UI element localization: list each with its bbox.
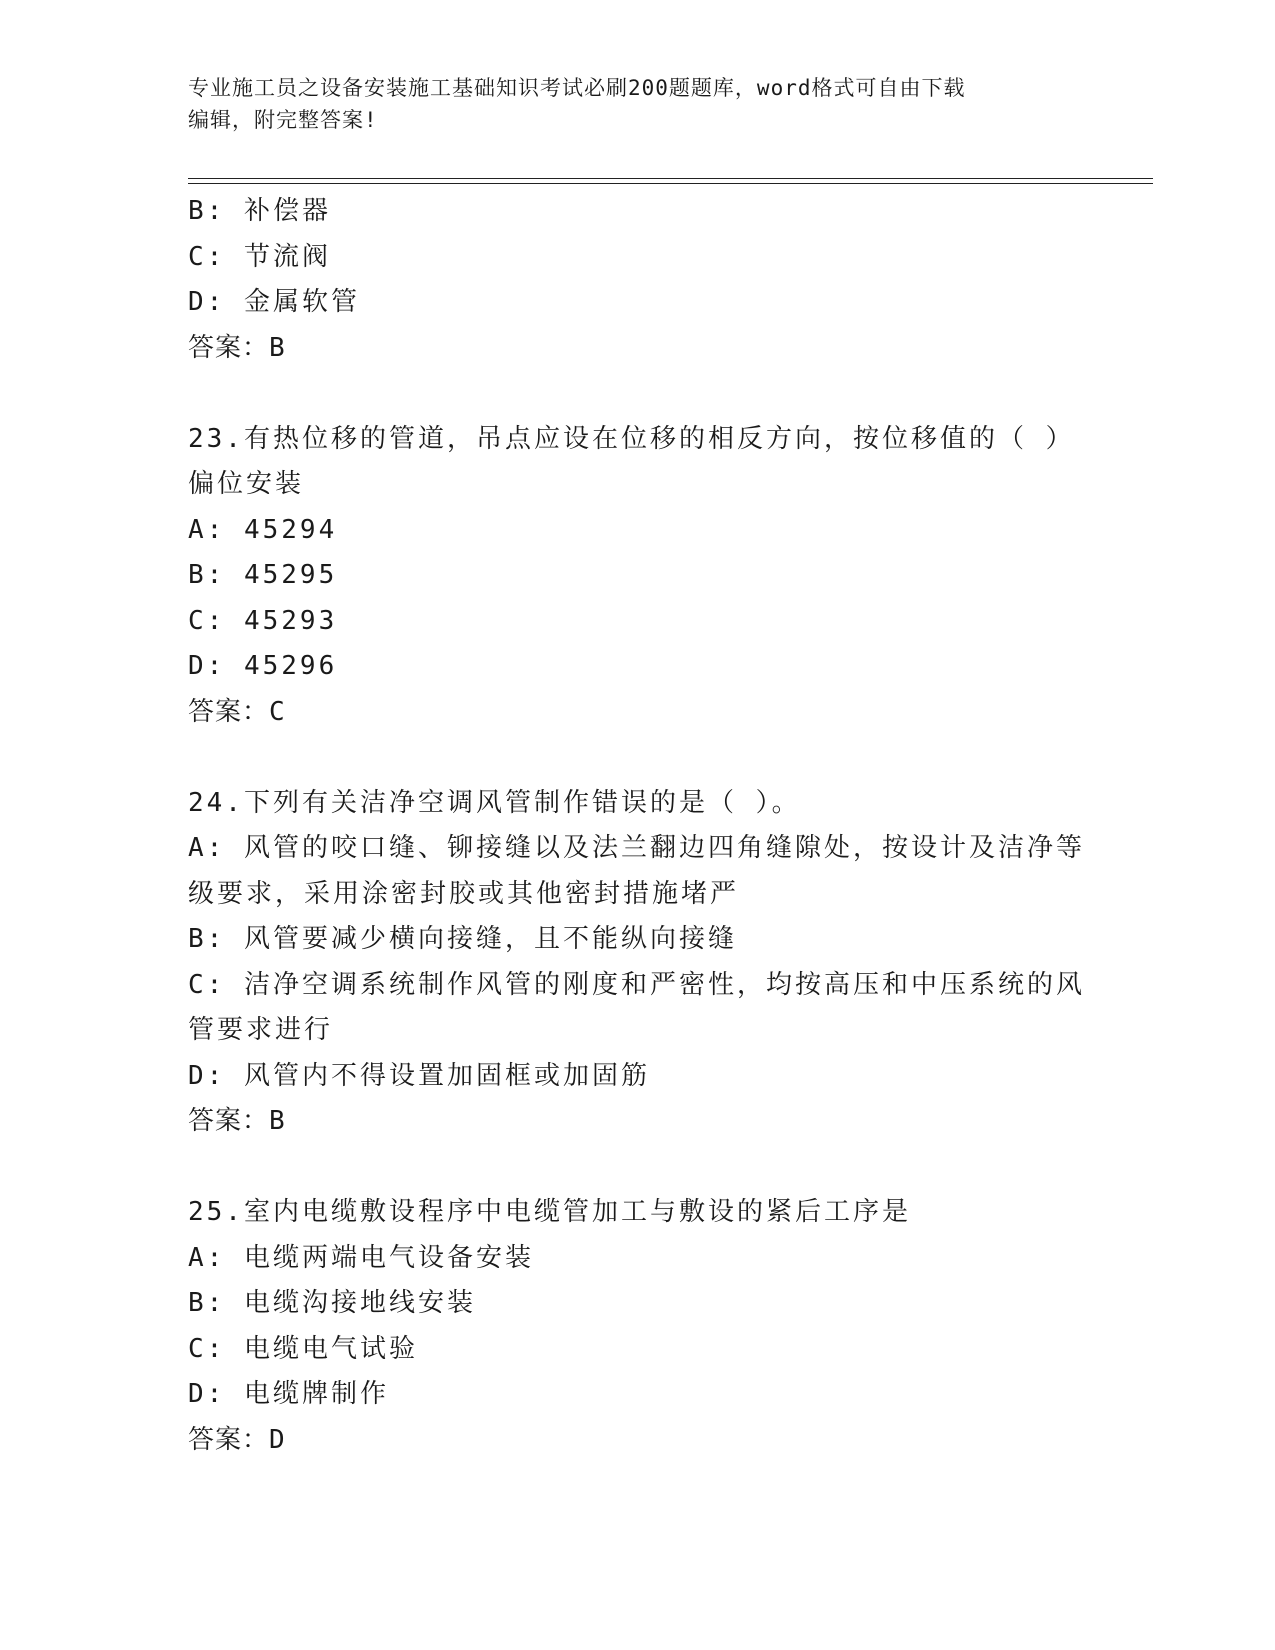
- answer-label: 答案：: [188, 332, 270, 363]
- header-divider-bottom: [188, 183, 1153, 184]
- answer-line: [188, 326, 1088, 372]
- option-a-line-2: 级要求，采用涂密封胶或其他密封措施堵严: [188, 878, 740, 909]
- option-a-line-1: A: 风管的咬口缝、铆接缝以及法兰翻边四角缝隙处，按设计及洁净等: [188, 833, 1085, 863]
- question-stem-line-1: 25.室内电缆敷设程序中电缆管加工与敷设的紧后工序是: [188, 1197, 911, 1227]
- answer-value: D: [269, 1424, 286, 1455]
- option-d: D: 风管内不得设置加固框或加固筋: [188, 1060, 650, 1091]
- answer-label: 答案：: [188, 696, 270, 727]
- spacer: [188, 735, 1088, 781]
- option-d: D: 45296: [188, 651, 338, 681]
- question-24: [188, 781, 1088, 1145]
- answer-line: [188, 1418, 1088, 1464]
- spacer: [188, 371, 1088, 417]
- answer-value: B: [269, 332, 286, 363]
- document-header: [188, 72, 1068, 136]
- spacer: [188, 1145, 1088, 1191]
- option-b: B: 补偿器: [188, 196, 331, 226]
- question-stem-line-2: 偏位安装: [188, 469, 305, 499]
- option-d: D: 金属软管: [188, 287, 360, 317]
- answer-value: B: [269, 1106, 286, 1136]
- question-stem-line-1: 23.有热位移的管道，吊点应设在位移的相反方向，按位移值的（ ）: [188, 423, 1075, 454]
- option-c-line-2: 管要求进行: [188, 1015, 334, 1045]
- question-22-tail: [188, 189, 1088, 371]
- question-25: [188, 1190, 1088, 1463]
- option-c: C: 节流阀: [188, 241, 331, 272]
- document-body: [188, 189, 1088, 1463]
- answer-line: [188, 690, 1088, 736]
- header-title-line-2: 编辑，附完整答案!: [188, 108, 378, 132]
- option-b: B: 45295: [188, 560, 338, 590]
- header-divider-top: [188, 178, 1153, 179]
- header-title-line-1: 专业施工员之设备安装施工基础知识考试必刷200题题库，word格式可自由下载: [188, 76, 966, 100]
- option-b: B: 电缆沟接地线安装: [188, 1288, 476, 1318]
- option-c-line-1: C: 洁净空调系统制作风管的刚度和严密性，均按高压和中压系统的风: [188, 969, 1085, 1000]
- answer-label: 答案：: [188, 1424, 270, 1455]
- option-c: C: 电缆电气试验: [188, 1333, 418, 1364]
- question-23: [188, 417, 1088, 736]
- answer-label: 答案：: [188, 1106, 270, 1136]
- option-c: C: 45293: [188, 605, 338, 636]
- question-stem-line-1: 24.下列有关洁净空调风管制作错误的是（ ）。: [188, 787, 801, 818]
- answer-line: [188, 1099, 1088, 1145]
- option-a: A: 电缆两端电气设备安装: [188, 1242, 534, 1273]
- option-b: B: 风管要减少横向接缝，且不能纵向接缝: [188, 924, 737, 954]
- option-a: A: 45294: [188, 514, 338, 545]
- answer-value: C: [269, 696, 286, 727]
- option-d: D: 电缆牌制作: [188, 1379, 389, 1409]
